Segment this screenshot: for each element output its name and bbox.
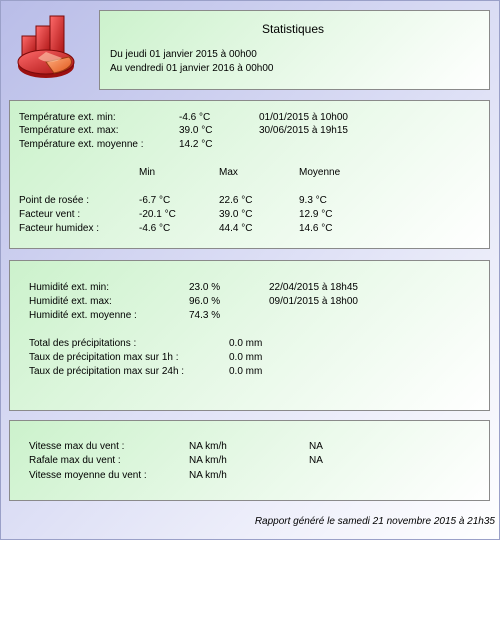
period-start: Du jeudi 01 janvier 2015 à 00h00: [110, 49, 257, 60]
humidity-avg-value: 74.3 %: [189, 310, 221, 321]
wind-gust-label: Rafale max du vent :: [29, 455, 121, 466]
page-title: Statistiques: [262, 22, 325, 36]
temp-min-date: 01/01/2015 à 10h00: [259, 112, 348, 123]
wind-gust-date: NA: [309, 455, 323, 466]
temp-min-value: -4.6 °C: [179, 112, 211, 123]
wind-gust-value: NA km/h: [189, 455, 227, 466]
windchill-label: Facteur vent :: [19, 209, 81, 220]
temp-avg-label: Température ext. moyenne :: [19, 139, 144, 150]
humidity-max-label: Humidité ext. max:: [29, 296, 112, 307]
precip-rate-1h-label: Taux de précipitation max sur 1h :: [29, 352, 179, 363]
humidity-min-date: 22/04/2015 à 18h45: [269, 282, 358, 293]
humidex-avg: 14.6 °C: [299, 223, 333, 234]
humidity-avg-label: Humidité ext. moyenne :: [29, 310, 137, 321]
windchill-avg: 12.9 °C: [299, 209, 333, 220]
temp-max-date: 30/06/2015 à 19h15: [259, 125, 348, 136]
temp-max-label: Température ext. max:: [19, 125, 119, 136]
temp-min-label: Température ext. min:: [19, 112, 116, 123]
dewpoint-avg: 9.3 °C: [299, 195, 327, 206]
temp-avg-value: 14.2 °C: [179, 139, 213, 150]
humidex-label: Facteur humidex :: [19, 223, 100, 234]
dewpoint-label: Point de rosée :: [19, 195, 90, 206]
precip-total-label: Total des précipitations :: [29, 338, 137, 349]
wind-max-label: Vitesse max du vent :: [29, 441, 125, 452]
windchill-min: -20.1 °C: [139, 209, 176, 220]
humidex-min: -4.6 °C: [139, 223, 171, 234]
precip-rate-1h-value: 0.0 mm: [229, 352, 263, 363]
precip-total-value: 0.0 mm: [229, 338, 263, 349]
humidity-min-label: Humidité ext. min:: [29, 282, 110, 293]
dewpoint-max: 22.6 °C: [219, 195, 253, 206]
wind-avg-label: Vitesse moyenne du vent :: [29, 470, 147, 481]
precip-rate-24h-label: Taux de précipitation max sur 24h :: [29, 366, 185, 377]
dewpoint-min: -6.7 °C: [139, 195, 171, 206]
precip-rate-24h-value: 0.0 mm: [229, 366, 263, 377]
period-end: Au vendredi 01 janvier 2016 à 00h00: [110, 63, 274, 74]
wind-max-date: NA: [309, 441, 323, 452]
humidex-max: 44.4 °C: [219, 223, 253, 234]
wind-avg-value: NA km/h: [189, 470, 227, 481]
report-footer: Rapport généré le samedi 21 novembre 2015 à 21h35: [254, 516, 495, 527]
windchill-max: 39.0 °C: [219, 209, 253, 220]
wind-max-value: NA km/h: [189, 441, 227, 452]
humidity-max-date: 09/01/2015 à 18h00: [269, 296, 358, 307]
col-header-min: Min: [139, 167, 156, 178]
col-header-avg: Moyenne: [299, 167, 341, 178]
humidity-min-value: 23.0 %: [189, 282, 221, 293]
humidity-max-value: 96.0 %: [189, 296, 221, 307]
stats-chart-icon: [14, 12, 78, 80]
temp-max-value: 39.0 °C: [179, 125, 213, 136]
col-header-max: Max: [219, 167, 238, 178]
